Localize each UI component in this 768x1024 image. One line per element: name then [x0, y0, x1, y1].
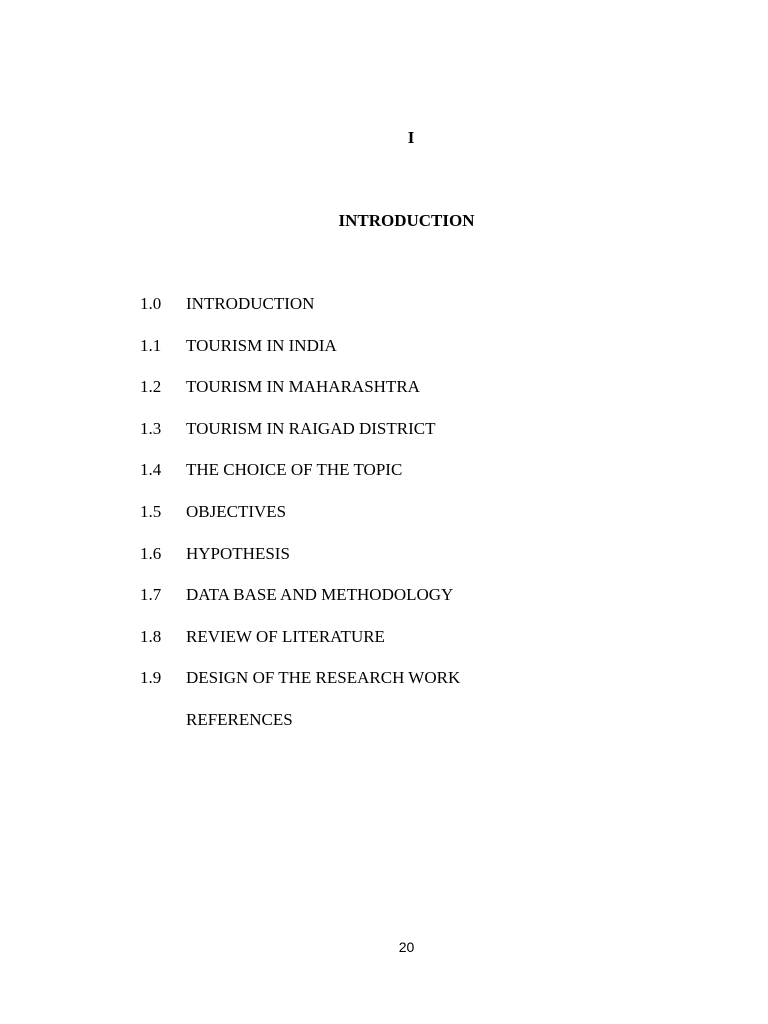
toc-item-label: DATA BASE AND METHODOLOGY [186, 585, 454, 605]
toc-item-1-1 [140, 335, 460, 377]
toc-item-number: 1.3 [140, 418, 162, 438]
toc-item-number: 1.9 [140, 668, 162, 688]
toc-item-label: INTRODUCTION [186, 294, 315, 313]
toc-item-label: DESIGN OF THE RESEARCH WORK [186, 668, 461, 688]
toc-item-label: REVIEW OF LITERATURE [186, 626, 385, 646]
toc-item-1-0 [140, 293, 460, 335]
table-of-contents [140, 293, 460, 751]
toc-item-references [140, 709, 460, 751]
toc-item-number: 1.2 [140, 377, 162, 397]
toc-item-label: TOURISM IN RAIGAD DISTRICT [186, 418, 436, 438]
toc-item-label: HYPOTHESIS [186, 543, 290, 563]
toc-item-1-9 [140, 667, 460, 709]
toc-item-number: 1.0 [140, 294, 162, 313]
toc-item-number: 1.6 [140, 543, 162, 563]
page-number: 20 [398, 939, 415, 955]
toc-item-label: TOURISM IN INDIA [186, 335, 337, 355]
toc-item-1-7 [140, 584, 460, 626]
toc-item-number: 1.7 [140, 585, 162, 605]
toc-item-label: REFERENCES [186, 709, 293, 729]
toc-item-number: 1.8 [140, 626, 162, 646]
toc-item-1-4 [140, 459, 460, 501]
toc-item-1-2 [140, 376, 460, 418]
toc-item-number: 1.5 [140, 501, 162, 521]
toc-item-1-5 [140, 501, 460, 543]
toc-item-1-6 [140, 543, 460, 585]
toc-item-label: TOURISM IN MAHARASHTRA [186, 377, 420, 397]
toc-item-number: 1.1 [140, 335, 162, 355]
chapter-title: INTRODUCTION [338, 211, 475, 230]
toc-item-1-3 [140, 418, 460, 460]
toc-item-label: THE CHOICE OF THE TOPIC [186, 460, 403, 480]
toc-item-1-8 [140, 626, 460, 668]
toc-item-label: OBJECTIVES [186, 501, 287, 521]
chapter-number: I [407, 128, 415, 147]
toc-item-number: 1.4 [140, 460, 162, 480]
